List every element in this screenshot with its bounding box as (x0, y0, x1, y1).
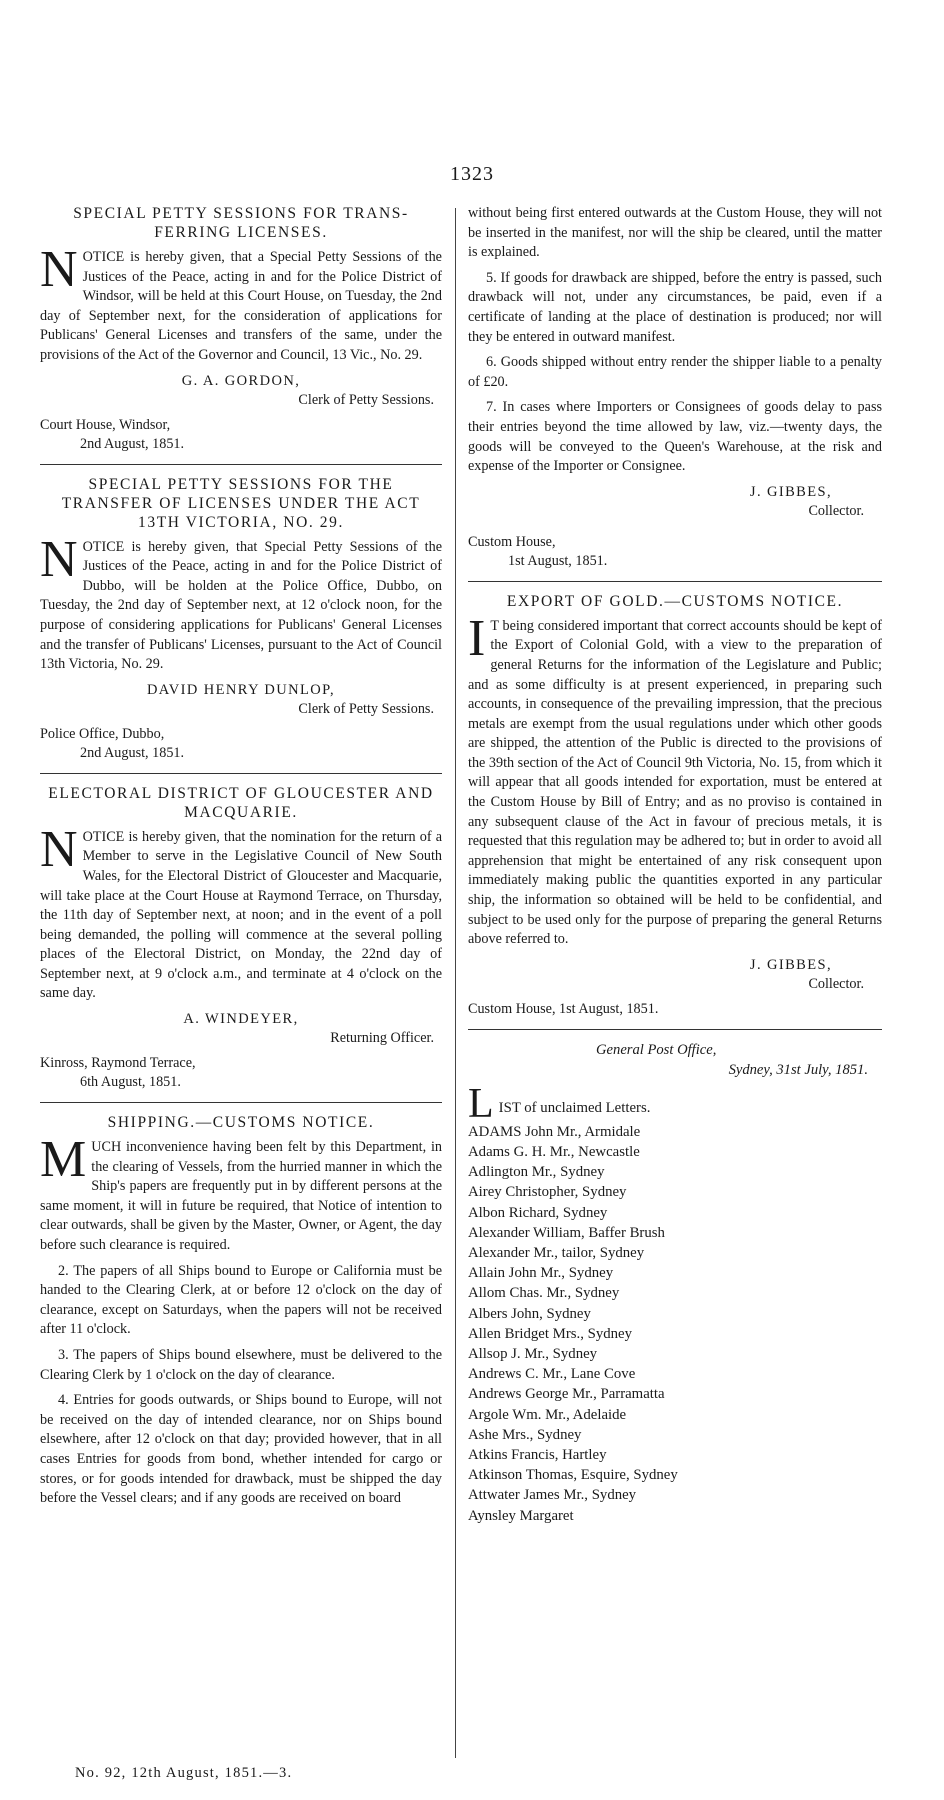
notice-body (468, 609, 882, 950)
letters-list (468, 1122, 882, 1526)
list-item: Allain John Mr., Sydney (468, 1265, 614, 1282)
section-rule (468, 1029, 882, 1030)
notice-paragraph: 5. If goods for drawback are shipped, before the entry is passed, such drawback will not, under any circumstances, be paid, even if a certificate of landing at the place of destination is produced; nor will they be entered in outward manifest. (468, 269, 882, 345)
list-item: Aynsley Margaret (468, 1507, 574, 1524)
section-rule (40, 773, 442, 774)
list-item: Ashe Mrs., Sydney (468, 1426, 582, 1443)
notice-place: Police Office, Dubbo, (40, 725, 165, 742)
list-item: Albers John, Sydney (468, 1305, 591, 1322)
drop-cap: N (40, 820, 78, 878)
page-number: 1323 (450, 163, 494, 185)
column-divider (455, 208, 456, 1758)
list-item: Adlington Mr., Sydney (468, 1164, 605, 1181)
notice-place: Court House, Windsor, (40, 416, 171, 433)
list-item: Alexander William, Baffer Brush (468, 1224, 665, 1241)
signature-title: Clerk of Petty Sessions. (298, 391, 434, 408)
shipping-notice (40, 1113, 442, 1509)
section-rule (40, 464, 442, 465)
drop-cap: L (468, 1080, 494, 1127)
notice-paragraph: 3. The papers of Ships bound elsewhere, must be delivered to the Clearing Clerk by 1 o'clock on the day of clearance. (40, 1347, 442, 1383)
right-column (468, 204, 882, 1526)
drop-cap: I (468, 609, 486, 667)
section-rule (40, 1102, 442, 1103)
notice-text: OTICE is hereby given, that a Special Petty Sessions of the Justices of the Peace, acting in and for the Police District of Windsor, will be held at this Court House, on Tuesday, the 2nd day of September next, for the consideration of applications for Publicans' General Licenses and transfers of the same, under the provisions of the Act of the Governor and Council, 13 Vic., No. 29. (40, 249, 442, 363)
electoral-notice (40, 784, 442, 1092)
gold-export-notice (468, 592, 882, 1019)
signature-name: G. A. GORDON, (181, 372, 301, 389)
signature-name: DAVID HENRY DUNLOP, (146, 681, 336, 698)
notice-text: OTICE is hereby given, that the nomination for the return of a Member to serve in the Legislative Council of New South Wales, for the Electoral District of Gloucester and Macquarie, will take place at the Court House at Raymond Terrace, on Thursday, the 11th day of September next, at noon; and in the event of a poll being demanded, the polling will commence at the several polling places of the Electoral District, on Monday, the 22nd day of September next, at 9 o'clock a.m., and terminate at 4 o'clock on the same day. (40, 828, 442, 1002)
notice-date: 6th August, 1851. (80, 1074, 181, 1091)
list-item: Allom Chas. Mr., Sydney (468, 1285, 620, 1302)
signature-name: J. GIBBES, (749, 956, 832, 973)
notice-date: 1st August, 1851. (508, 552, 608, 569)
signature-name: A. WINDEYER, (183, 1011, 299, 1028)
list-item: Attwater James Mr., Sydney (468, 1487, 637, 1504)
shipping-notice-continued (468, 204, 882, 571)
notice-heading: SPECIAL PETTY SESSIONS FOR THE TRANSFER OF LICENSES UNDER THE ACT 13TH VICTORIA, NO. 29. (61, 475, 421, 531)
section-rule (468, 581, 882, 582)
drop-cap: N (40, 530, 78, 588)
list-item: Airey Christopher, Sydney (468, 1184, 627, 1201)
signature-title: Clerk of Petty Sessions. (298, 700, 434, 717)
notice-body (40, 530, 442, 675)
notice-body (40, 820, 442, 1004)
letters-intro-text: IST of unclaimed Letters. (498, 1099, 651, 1116)
notice-paragraph: 6. Goods shipped without entry render the shipper liable to a penalty of £20. (468, 354, 882, 390)
list-item: Argole Wm. Mr., Adelaide (468, 1406, 627, 1423)
letters-intro (468, 1080, 882, 1127)
list-item: Adams G. H. Mr., Newcastle (468, 1144, 640, 1161)
signature-title: Returning Officer. (330, 1030, 434, 1047)
list-item: Allen Bridget Mrs., Sydney (468, 1325, 632, 1342)
list-item: Albon Richard, Sydney (468, 1204, 608, 1221)
notice-body (40, 241, 442, 366)
signature-title: Collector. (808, 975, 864, 992)
page-footer: No. 92, 12th August, 1851.—3. (75, 1765, 293, 1781)
notice-text: OTICE is hereby given, that Special Petty Sessions of the Justices of the Peace, acting in and for the Police District of Dubbo, will be holden at the Police Office, Dubbo, on Tuesday, the 2nd day of September next, at 12 o'clock noon, for the purpose of considering applications for Publicans' General Licenses and the transfer of Publicans' Licenses, pursuant to the Act of Council 13th Victoria, No. 29. (40, 538, 442, 673)
drop-cap: M (40, 1131, 87, 1189)
notice-text: T being considered important that correct accounts should be kept of the Export of Colonial Gold, with a view to the preparation of general Returns for the information of the Legislature and Public; and as some difficulty is at present experienced, in preparing such accounts, in consequence of the prevailing impression, that the precious metals are exempt from the usual regulations under which other goods are shipped, the attention of the Public is directed to the provisions of the 39th section of the Act of Council 9th Victoria, No. 15, from which it will appear that all goods intended for exportation, must be entered at the Custom House by Bill of Entry; and as no proviso is contained in any subsequent clause of the Act in favour of precious metals, it is requested that this regulation may be adhered to; but in order to avoid all apprehension that might be entertained of any risk consequent upon immediately making public the quantities exported in any particular ship, the information so obtained will be held to be confidential, and subject to be used only for the purpose of preparing the general Returns above referred to. (468, 617, 882, 948)
notice-place-date: Custom House, 1st August, 1851. (468, 1000, 659, 1017)
notice-paragraph: 7. In cases where Importers or Consignees of goods delay to pass their entries beyond the time allowed by law, viz.—twenty days, the goods will be conveyed to the Queen's Warehouse, at the risk and expense of the Importer or Consignee. (468, 399, 882, 475)
list-item: Andrews C. Mr., Lane Cove (468, 1366, 636, 1383)
post-office-header: General Post Office, (596, 1041, 717, 1058)
list-item: Alexander Mr., tailor, Sydney (468, 1245, 645, 1262)
notice-heading: SHIPPING.—CUSTOMS NOTICE. (107, 1114, 375, 1132)
list-item: ADAMS John Mr., Armidale (468, 1123, 641, 1140)
signature-title: Collector. (808, 502, 864, 519)
notice-text: UCH inconvenience having been felt by this Department, in the clearing of Vessels, from the hurried manner in which the Ship's papers are frequently put in by different persons at the same moment, it will in future be required, that Notice of intention to clear outwards, shall be given by the Master, Owner, or Agent, the day before such clearance is required. (40, 1139, 442, 1254)
list-item: Allsop J. Mr., Sydney (468, 1346, 598, 1363)
list-item: Atkins Francis, Hartley (468, 1447, 607, 1464)
notice-body (40, 1131, 442, 1256)
signature-name: J. GIBBES, (749, 483, 832, 500)
list-item: Atkinson Thomas, Esquire, Sydney (468, 1467, 678, 1484)
notice-place: Kinross, Raymond Terrace, (40, 1055, 196, 1072)
notice-place: Custom House, (468, 533, 556, 550)
notice-date: 2nd August, 1851. (80, 435, 185, 452)
dubbo-notice (40, 475, 442, 763)
post-office-notice (468, 1040, 882, 1526)
notice-paragraph: 2. The papers of all Ships bound to Europe or California must be handed to the Clearing Clerk, at or before 12 o'clock on the day of clearance, except on Saturdays, when the papers will not be received after 11 o'clock. (40, 1262, 442, 1338)
left-column (40, 204, 442, 1515)
windsor-notice (40, 204, 442, 454)
notice-paragraph: 4. Entries for goods outwards, or Ships bound to Europe, will not be received on the day of intended clearance, nor on Ships bound elsewhere, after 12 o'clock on that day; provided however, that in all cases Entries for goods from bond, whether intended for cargo or stores, or for goods intended for drawback, must be shipped the day before the Vessel clears; and if any goods are received on board (40, 1392, 442, 1507)
notice-heading: ELECTORAL DISTRICT OF GLOUCESTER AND MACQUARIE. (48, 784, 434, 821)
notice-heading: SPECIAL PETTY SESSIONS FOR TRANS-FERRING LICENSES. (73, 205, 409, 241)
post-office-date: Sydney, 31st July, 1851. (728, 1061, 868, 1078)
notice-date: 2nd August, 1851. (80, 744, 185, 761)
notice-heading: EXPORT OF GOLD.—CUSTOMS NOTICE. (506, 592, 844, 610)
notice-paragraph: without being first entered outwards at the Custom House, they will not be inserted in the manifest, nor will the ship be cleared, until the matter is explained. (468, 205, 882, 261)
list-item: Andrews George Mr., Parramatta (468, 1386, 665, 1403)
drop-cap: N (40, 241, 78, 298)
